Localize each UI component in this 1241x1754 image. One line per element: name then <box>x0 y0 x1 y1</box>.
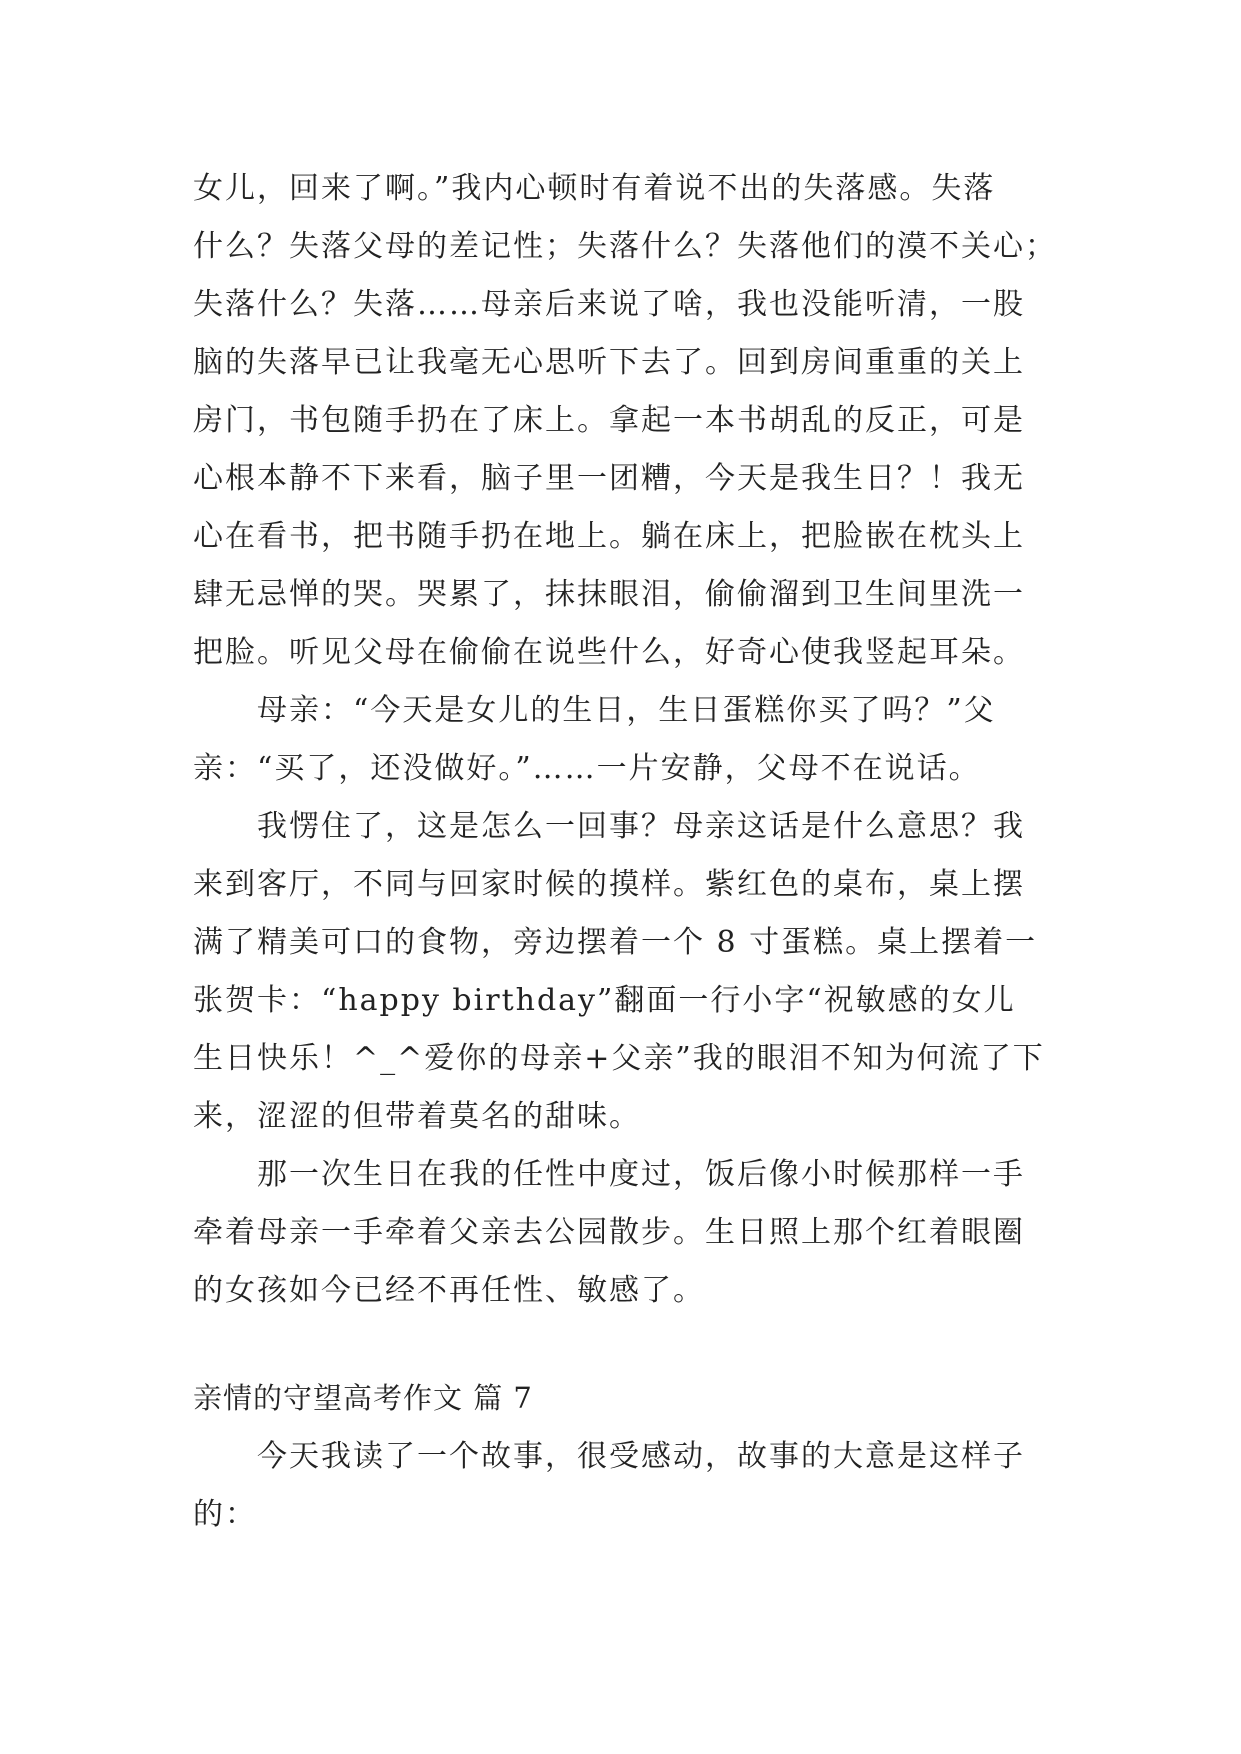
body-line: 的女孩如今已经不再任性、敏感了。 <box>193 1273 705 1308</box>
section-line: 今天我读了一个故事，很受感动，故事的大意是这样子 <box>193 1439 1025 1474</box>
section-line: 的： <box>193 1497 257 1532</box>
section-heading: 亲情的守望高考作文 篇 7 <box>193 1381 533 1415</box>
body-line: 来，涩涩的但带着莫名的甜味。 <box>193 1099 641 1134</box>
body-line: 把脸。听见父母在偷偷在说些什么，好奇心使我竖起耳朵。 <box>193 635 1025 670</box>
body-line: 满了精美可口的食物，旁边摆着一个 8 寸蛋糕。桌上摆着一 <box>193 925 1038 960</box>
body-line: 房门，书包随手扔在了床上。拿起一本书胡乱的反正，可是 <box>193 403 1025 438</box>
body-line: 来到客厅，不同与回家时候的摸样。紫红色的桌布，桌上摆 <box>193 867 1025 902</box>
body-line: 肆无忌惮的哭。哭累了，抹抹眼泪，偷偷溜到卫生间里洗一 <box>193 577 1025 612</box>
body-line: 张贺卡：“happy birthday”翻面一行小字“祝敏感的女儿 <box>193 983 1016 1018</box>
body-line: 失落什么？失落……母亲后来说了啥，我也没能听清，一股 <box>193 287 1025 322</box>
body-line: 那一次生日在我的任性中度过，饭后像小时候那样一手 <box>193 1157 1025 1192</box>
body-line: 脑的失落早已让我毫无心思听下去了。回到房间重重的关上 <box>193 345 1025 380</box>
body-line: 亲：“买了，还没做好。”……一片安静，父母不在说话。 <box>193 751 981 786</box>
body-line: 女儿，回来了啊。”我内心顿时有着说不出的失落感。失落 <box>193 171 996 206</box>
body-line: 我愣住了，这是怎么一回事？母亲这话是什么意思？我 <box>193 809 1025 844</box>
body-line: 心根本静不下来看，脑子里一团糟，今天是我生日？！我无 <box>193 461 1025 496</box>
body-line: 母亲：“今天是女儿的生日，生日蛋糕你买了吗？”父 <box>193 693 996 728</box>
body-line: 牵着母亲一手牵着父亲去公园散步。生日照上那个红着眼圈 <box>193 1215 1025 1250</box>
body-line: 什么？失落父母的差记性；失落什么？失落他们的漠不关心； <box>193 229 1057 264</box>
body-line: 心在看书，把书随手扔在地上。躺在床上，把脸嵌在枕头上 <box>193 519 1025 554</box>
body-line: 生日快乐！^_^爱你的母亲+父亲”我的眼泪不知为何流了下 <box>193 1041 1045 1076</box>
